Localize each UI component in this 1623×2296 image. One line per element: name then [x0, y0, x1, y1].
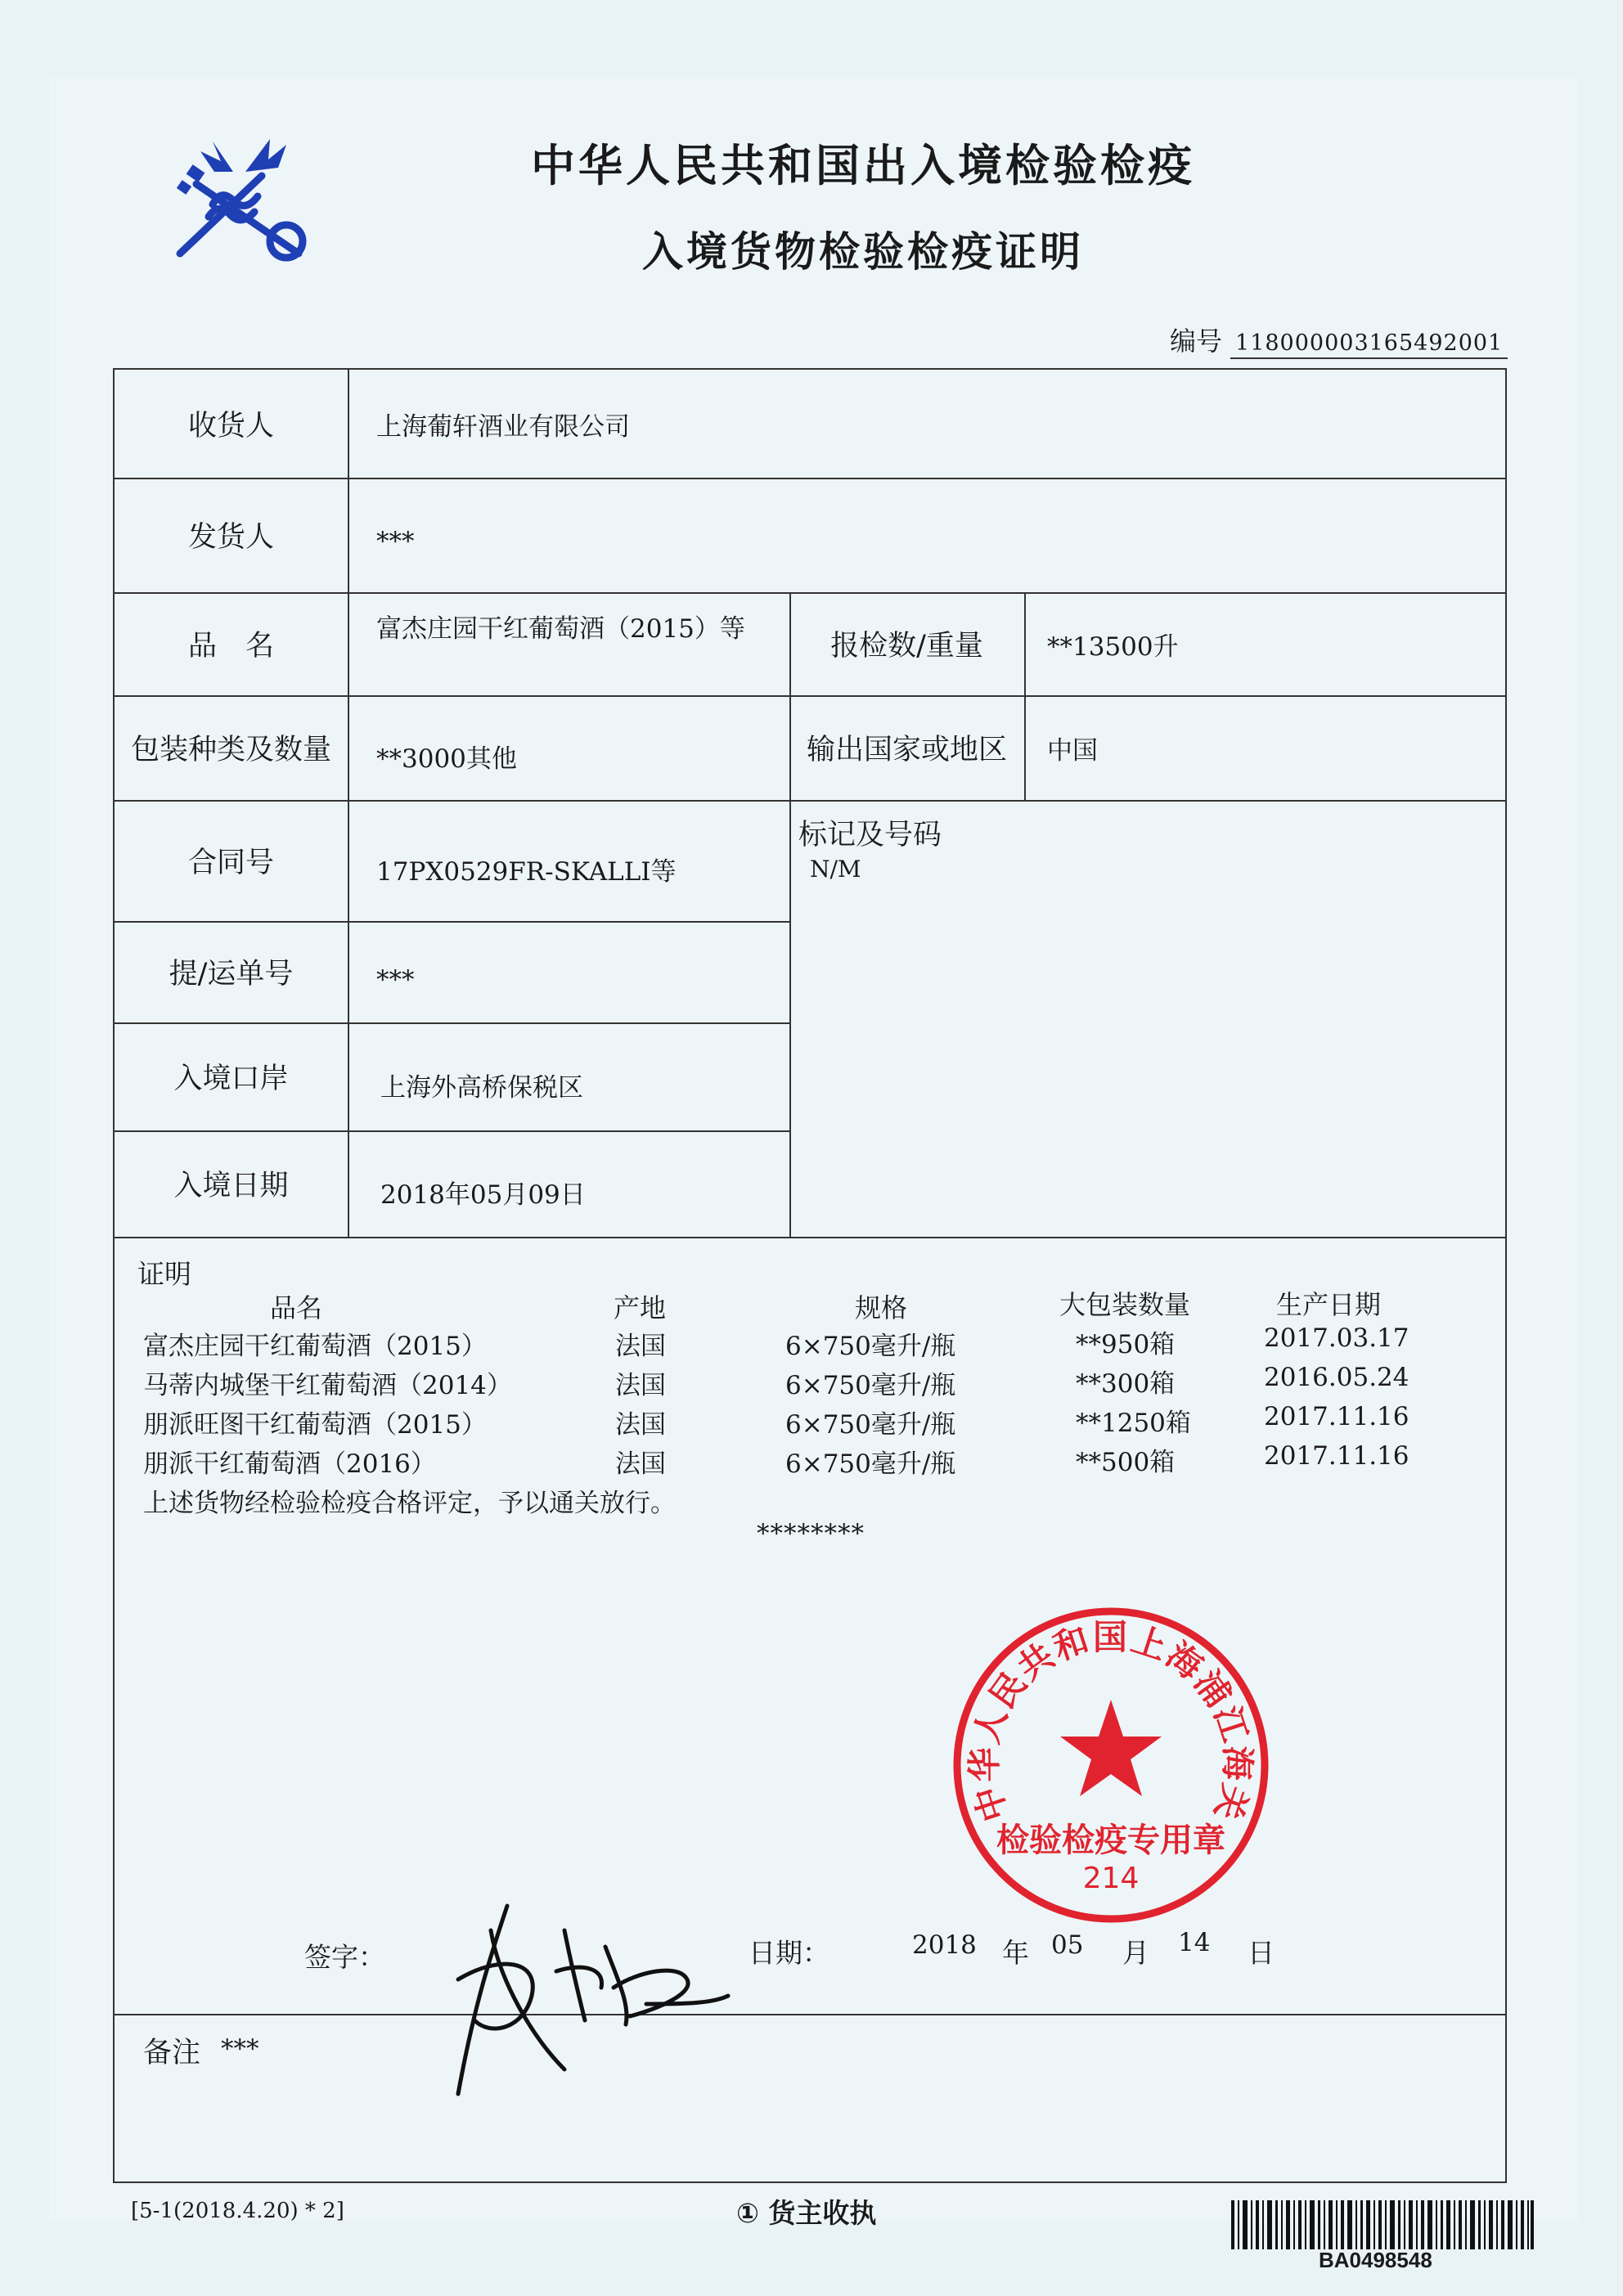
contract-no-value: 17PX0529FR-SKALLI等: [376, 856, 677, 887]
goods-row-origin: 法国: [615, 1332, 666, 1361]
bill-no-label: 提/运单号: [169, 958, 294, 991]
export-country-label: 输出国家或地区: [806, 734, 1007, 766]
product-name-value: 富杰庄园干红葡萄酒（2015）等: [376, 614, 745, 644]
certificate-asterisks: ********: [757, 1519, 865, 1548]
goods-header-production-date: 生产日期: [1276, 1289, 1382, 1320]
goods-header-quantity: 大包装数量: [1059, 1289, 1191, 1320]
entry-port-label: 入境口岸: [173, 1063, 289, 1095]
goods-row-spec: 6×750毫升/瓶: [785, 1371, 956, 1400]
consignee-value: 上海葡轩酒业有限公司: [376, 411, 630, 442]
date-label: 日期：: [749, 1937, 829, 1969]
goods-row-origin: 法国: [615, 1449, 666, 1479]
goods-row-origin: 法国: [615, 1371, 666, 1400]
goods-row-quantity: **950箱: [1076, 1330, 1176, 1359]
goods-row-name: 朋派旺图干红葡萄酒（2015）: [143, 1410, 487, 1440]
quantity-weight-value: **13500升: [1047, 631, 1179, 662]
goods-row-name: 富杰庄园干红葡萄酒（2015）: [143, 1332, 487, 1361]
certificate-form: [113, 368, 1507, 2183]
sign-day-unit: 日: [1248, 1937, 1275, 1969]
goods-row-spec: 6×750毫升/瓶: [785, 1449, 956, 1479]
product-name-label: 品 名: [187, 630, 274, 663]
goods-row-spec: 6×750毫升/瓶: [785, 1410, 956, 1440]
remarks-label: 备注: [143, 2037, 201, 2069]
title-country: 中华人民共和国出入境检验检疫: [531, 140, 1195, 191]
goods-row-production-date: 2017.11.16: [1264, 1402, 1409, 1431]
seal-purpose-text: 检验检疫专用章: [996, 1822, 1225, 1859]
goods-row-production-date: 2016.05.24: [1264, 1363, 1409, 1392]
packing-value: **3000其他: [376, 744, 517, 774]
sign-year: 2018: [912, 1930, 977, 1960]
form-code: [5-1(2018.4.20) * 2]: [131, 2199, 344, 2223]
consignee-label: 收货人: [187, 410, 274, 443]
consignor-label: 发货人: [187, 521, 274, 554]
entry-date-value: 2018年05月09日: [380, 1179, 586, 1210]
goods-row-quantity: **300箱: [1076, 1369, 1176, 1399]
barcode-number: BA0498548: [1319, 2248, 1432, 2272]
sign-month-unit: 月: [1122, 1937, 1149, 1969]
marks-value: N/M: [810, 855, 861, 883]
contract-no-label: 合同号: [187, 847, 274, 879]
quantity-weight-label: 报检数/重量: [830, 630, 983, 663]
handwritten-signature: [442, 1881, 744, 2110]
copy-note: ① 货主收执: [736, 2197, 877, 2229]
sign-month: 05: [1051, 1930, 1084, 1960]
certificate-statement: 上述货物经检验检疫合格评定，予以通关放行。: [143, 1489, 676, 1518]
goods-row-quantity: **1250箱: [1076, 1409, 1191, 1438]
barcode-icon: [1231, 2200, 1534, 2249]
goods-row-production-date: 2017.11.16: [1264, 1441, 1409, 1471]
goods-header-name: 品名: [270, 1292, 323, 1323]
goods-row-production-date: 2017.03.17: [1264, 1323, 1409, 1353]
seal-number: 214: [1082, 1862, 1140, 1895]
goods-header-origin: 产地: [614, 1292, 667, 1323]
certificate-number: [1170, 321, 1508, 359]
title-document: 入境货物检验检疫证明: [642, 228, 1084, 276]
bill-no-value: ***: [376, 965, 415, 995]
goods-header-spec: 规格: [855, 1292, 908, 1323]
goods-row-spec: 6×750毫升/瓶: [785, 1332, 956, 1361]
export-country-value: 中国: [1047, 735, 1098, 766]
goods-row-origin: 法国: [615, 1410, 666, 1440]
consignor-value: ***: [376, 527, 415, 556]
official-seal: [947, 1602, 1275, 1929]
goods-row-name: 马蒂内城堡干红葡萄酒（2014）: [143, 1371, 512, 1400]
packing-label: 包装种类及数量: [130, 734, 331, 766]
certificate-number-value: 118000003165492001: [1230, 330, 1508, 359]
sign-day: 14: [1178, 1928, 1211, 1957]
goods-row-quantity: **500箱: [1076, 1448, 1176, 1477]
signature-label: 签字：: [304, 1941, 385, 1973]
entry-port-value: 上海外高桥保税区: [380, 1072, 583, 1103]
marks-label: 标记及号码: [798, 819, 942, 851]
certificate-section-title: 证明: [137, 1258, 191, 1290]
sign-year-unit: 年: [1002, 1937, 1029, 1969]
goods-row-name: 朋派干红葡萄酒（2016）: [143, 1449, 436, 1479]
certificate-number-label: 编号: [1170, 326, 1223, 357]
ciq-emblem-icon: [164, 135, 311, 266]
seal-org-text: 中华人民共和国上海浦江海关: [964, 1617, 1258, 1826]
entry-date-label: 入境日期: [173, 1170, 289, 1202]
remarks-value: ***: [221, 2034, 259, 2064]
